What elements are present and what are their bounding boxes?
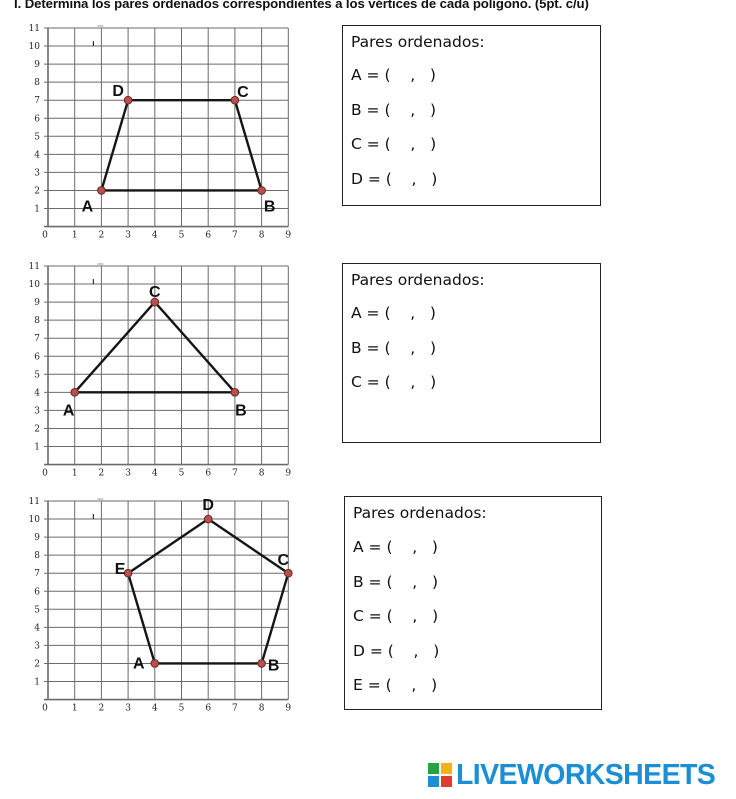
vertex-point-d	[124, 96, 132, 104]
y-tick-label: 5	[34, 370, 40, 381]
y-tick-label: 4	[34, 388, 40, 399]
answer-box-3	[344, 496, 602, 710]
answer-row-d: D = ( , )	[353, 641, 440, 660]
x-tick-label: 0	[42, 230, 48, 241]
y-tick-label: 3	[34, 406, 40, 417]
vertex-label-b: B	[235, 402, 247, 420]
vertex-label-a: A	[81, 198, 94, 216]
x-tick-label: 3	[125, 703, 131, 714]
x-tick-label: 7	[232, 230, 238, 241]
answer-row-a: A = ( , )	[351, 304, 436, 322]
y-tick-label: 2	[34, 659, 40, 670]
answer-row-b: B = ( , )	[353, 572, 438, 591]
y-tick-label: 2	[34, 186, 40, 197]
vertex-label-e: E	[114, 561, 126, 579]
brand-name: LIVEWORKSHEETS	[456, 758, 716, 791]
y-tick-label: 1	[34, 677, 40, 688]
answer-box-title: Pares ordenados:	[351, 271, 485, 289]
x-tick-label: 4	[151, 468, 158, 479]
vertex-label-a: A	[133, 655, 145, 673]
x-tick-label: 7	[232, 468, 238, 479]
y-tick-label: 11	[28, 497, 40, 507]
y-tick-label: 9	[34, 298, 40, 309]
x-tick-label: 3	[125, 230, 131, 241]
y-tick-label: 1	[34, 442, 40, 453]
coordinate-grid-3	[24, 489, 302, 717]
answer-box-title: Pares ordenados:	[351, 33, 485, 51]
y-tick-label: 6	[34, 587, 40, 598]
vertex-point-b	[258, 660, 266, 668]
y-tick-label: 10	[28, 280, 40, 291]
x-tick-label: 0	[42, 468, 48, 479]
x-tick-label: 2	[98, 703, 105, 714]
y-tick-label: 9	[34, 60, 40, 71]
y-tick-label: 11	[28, 262, 40, 272]
answer-row-b: B = ( , )	[351, 338, 436, 357]
y-tick-label: 2	[34, 424, 40, 435]
vertex-point-a	[98, 187, 106, 195]
y-tick-label: 3	[34, 641, 40, 652]
y-tick-label: 6	[34, 114, 40, 125]
answer-row-a: A = ( , )	[351, 66, 436, 84]
x-tick-label: 5	[178, 703, 185, 714]
x-tick-label: 9	[285, 230, 292, 241]
y-tick-label: 8	[34, 551, 40, 562]
vertex-label-d: D	[112, 83, 124, 101]
vertex-label-c: C	[237, 84, 249, 102]
x-tick-label: 1	[71, 703, 78, 714]
instruction-text: I. Determina los pares ordenados correspondientes a los vértices de cada polígono. (5pt. c/u)	[14, 0, 589, 11]
vertex-point-a	[151, 660, 159, 668]
y-tick-label: 7	[34, 569, 40, 580]
answer-box-title: Pares ordenados:	[353, 504, 487, 522]
y-tick-label: 3	[34, 168, 40, 179]
x-tick-label: 8	[258, 468, 265, 479]
y-tick-label: 8	[34, 316, 40, 327]
y-tick-label: 7	[34, 334, 40, 345]
x-tick-label: 4	[151, 703, 158, 714]
y-tick-label: 5	[34, 605, 40, 616]
answer-row-e: E = ( , )	[353, 676, 438, 694]
vertex-point-b	[231, 389, 239, 397]
vertex-label-c: C	[149, 284, 161, 302]
x-tick-label: 0	[42, 703, 48, 714]
vertex-point-d	[204, 515, 212, 523]
vertex-label-b: B	[263, 198, 276, 216]
coordinate-grid-1	[24, 16, 302, 244]
x-tick-label: 8	[258, 230, 265, 241]
vertex-label-d: D	[202, 497, 214, 515]
x-tick-label: 5	[178, 468, 185, 479]
x-tick-label: 5	[178, 230, 185, 241]
x-tick-label: 2	[98, 468, 105, 479]
y-tick-label: 6	[34, 352, 40, 363]
x-tick-label: 6	[205, 230, 212, 241]
vertex-label-a: A	[62, 402, 75, 420]
x-tick-label: 9	[285, 703, 292, 714]
y-tick-label: 9	[34, 533, 40, 544]
answer-row-c: C = ( , )	[353, 607, 439, 625]
answer-row-d: D = ( , )	[351, 169, 438, 188]
answer-row-c: C = ( , )	[351, 135, 437, 153]
y-tick-label: 1	[34, 204, 40, 215]
liveworksheets-logo-icon	[428, 763, 452, 787]
vertex-point-b	[258, 187, 266, 195]
answer-row-b: B = ( , )	[351, 100, 436, 119]
answer-box-2	[342, 263, 601, 443]
y-tick-label: 4	[34, 623, 40, 634]
x-tick-label: 8	[258, 703, 265, 714]
vertex-point-a	[71, 389, 79, 397]
y-tick-label: 8	[34, 78, 40, 89]
y-tick-label: 7	[34, 96, 40, 107]
x-tick-label: 9	[285, 468, 292, 479]
x-tick-label: 1	[71, 468, 78, 479]
x-tick-label: 6	[205, 468, 212, 479]
y-tick-label: 5	[34, 132, 40, 143]
coordinate-grid-2	[24, 254, 302, 482]
x-tick-label: 2	[98, 230, 105, 241]
vertex-label-b: B	[267, 657, 280, 675]
x-tick-label: 4	[151, 230, 158, 241]
vertex-point-e	[124, 569, 132, 577]
answer-row-a: A = ( , )	[353, 538, 438, 556]
vertex-label-c: C	[277, 552, 290, 570]
x-tick-label: 6	[205, 703, 212, 714]
liveworksheets-brand	[428, 759, 715, 791]
y-tick-label: 10	[28, 42, 40, 53]
x-tick-label: 3	[125, 468, 131, 479]
y-tick-label: 11	[28, 24, 40, 34]
y-tick-label: 10	[28, 515, 40, 526]
answer-box-1	[342, 25, 601, 206]
answer-row-c: C = ( , )	[351, 373, 437, 391]
x-tick-label: 7	[232, 703, 238, 714]
vertex-point-c	[285, 569, 293, 577]
y-tick-label: 4	[34, 150, 40, 161]
x-tick-label: 1	[71, 230, 78, 241]
